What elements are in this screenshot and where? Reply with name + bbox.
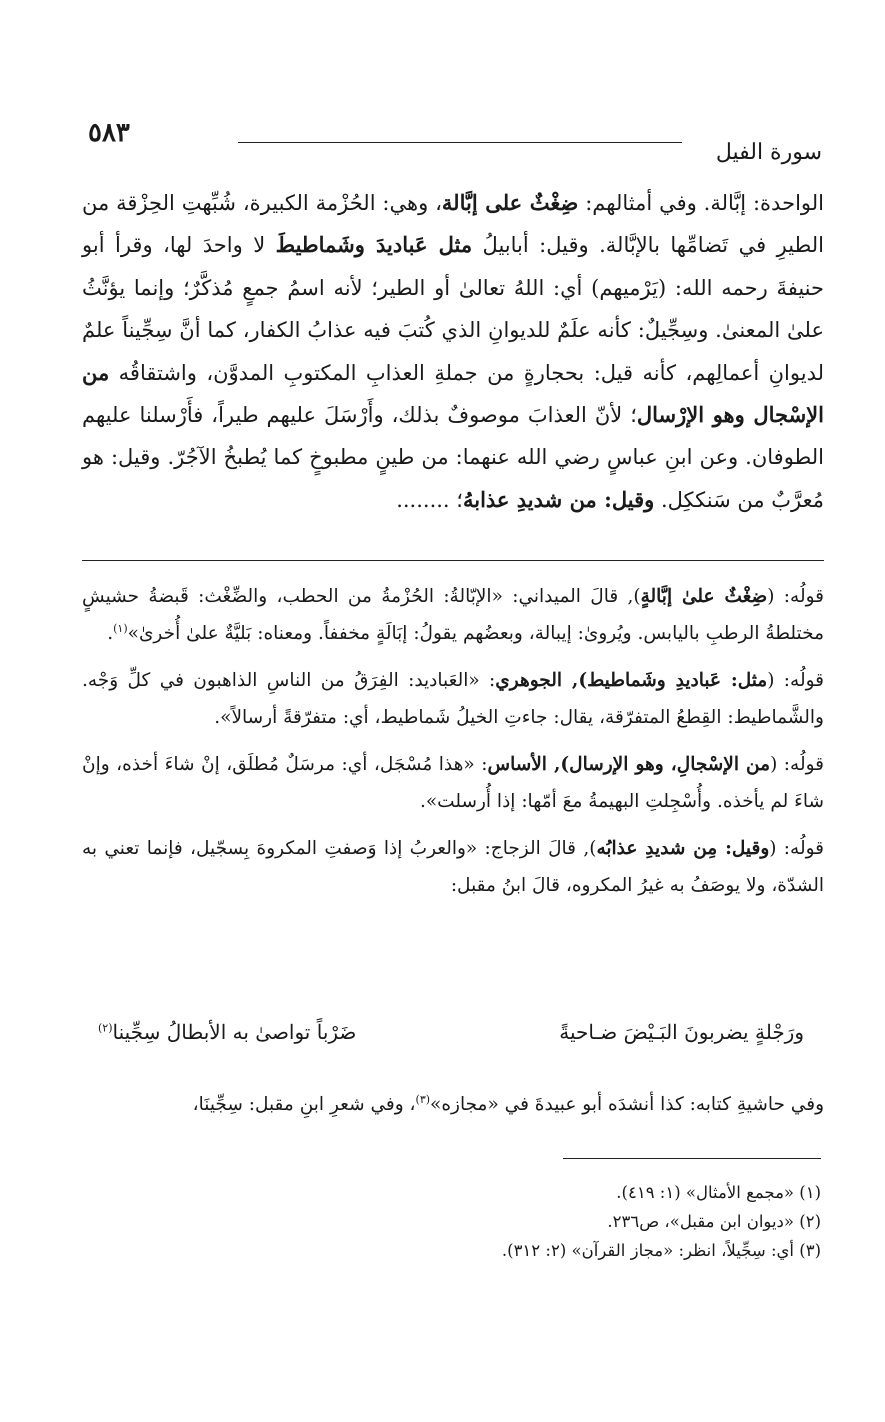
note-body: ), قالَ الميداني: «الإبّالةُ: الحُزْمةُ من الحطب، والضِّغْث: قَبضةُ حشيشٍ مختلطةُ الرطبِ باليابس. ويُروىٰ: إيبالة، وبعضُهم يقولُ: إبَالَةٍ مخففاً. ومعناه: بَليَّةٌ علىٰ أُخرىٰ» (82, 586, 824, 644)
note-quoted-phrase: ضِغْثٌ علىٰ إبَّالةٍ (640, 586, 768, 607)
footnote-ref[interactable]: (٣) (415, 1092, 431, 1106)
main-text-bold: مثل عَباديدَ وشَماطيطَ (275, 232, 473, 258)
note-lead: قولُه: ( (769, 838, 825, 859)
note-body: : «هذا مُسْجَل، أي: مرسَلٌ مُطلَق، إنْ شاءَ أخذه، وإنْ شاءَ لم يأخذه. وأُسْجِلتِ البهيمةُ معَ أمّها: إذا أُرسلت». (82, 754, 824, 812)
main-text-bold: وقيل: من شديدِ عذابهُ (462, 486, 655, 512)
commentary-note (82, 746, 824, 820)
footnotes-rule (563, 1158, 821, 1159)
poetry-verse (98, 1020, 804, 1064)
main-text-bold: ضِغْثٌ على إبَّالة (441, 190, 579, 215)
footnote: (٣) أي: سِجِّيلاً، انظر: «مجاز القرآن» (٢: ٣١٢). (501, 1241, 821, 1260)
main-text-segment: ؛ لأنّ العذابَ موصوفٌ بذلك، وأَرْسَلَ عليهم طيراً، فأَرْسلنا عليهم الطوفان. وعن ابنِ عباسٍ رضي الله عنهما: من طينٍ مطبوخٍ كما يُطبخُ الآجُرّ. وقيل: هو مُعرَّبٌ من سَنككِل. (82, 403, 824, 512)
main-text-segment: لا واحدَ لها، وقرأ أبو حنيفةَ رحمه الله: (يَرْميهم) أي: اللهُ تعالىٰ أو الطير؛ لأنه اسمُ جمعٍ مُذكَّرٌ؛ وإنما يؤنَّثُ علىٰ المعنىٰ. وسِجِّيلٌ: كأنه علَمٌ للديوانِ الذي كُتبَ فيه عذابُ الكفار، كما أنَّ سِجِّيناً علمٌ لديوانِ أعمالِهم، كأنه قيل: بحجارةٍ من جملةِ العذابِ المكتوبِ المدوَّن، واشتقاقُه (82, 233, 824, 385)
footnote-ref[interactable]: (٢) (98, 1021, 113, 1035)
after-verse-segment: ، وفي شعرِ ابنِ مقبل: سِجِّينَا، (192, 1094, 416, 1115)
footnote: (٢) «ديوان ابن مقبل»، ص٢٣٦. (607, 1212, 821, 1231)
note-quoted-phrase: من الإسْجالِ، وهو الإرسال), الأساس (487, 754, 771, 775)
after-verse-segment: وفي حاشيةِ كتابه: كذا أنشدَه أبو عبيدةَ في «مجازه» (430, 1094, 824, 1115)
after-verse-text (82, 1086, 824, 1123)
surah-name: سورة الفيل (715, 140, 822, 165)
verse-second-text: ضَرْباً تواصىٰ به الأبطالُ سِجِّينا (112, 1020, 357, 1044)
verse-first-hemistich: ورَجْلةٍ يضربونَ البَـيْضَ ضـاحيةً (559, 1020, 804, 1044)
note-lead: قولُه: ( (767, 670, 824, 691)
main-text-bold: من الإسْجال وهو الإرْسال (82, 359, 824, 428)
text-commentary-divider (82, 560, 824, 561)
main-text-segment: الواحدة: إبَّالة. وفي أمثالهم: (578, 191, 824, 215)
note-quoted-phrase: مثل: عَباديدِ وشَماطيط), الجوهري (495, 670, 768, 691)
note-end: . (107, 623, 114, 644)
note-body: ), قالَ الزجاج: «والعربُ إذا وَصفتِ المكروهَ بِسجّيل، فإنما تعني به الشدّة، ولا يوصَفُ به غيرُ المكروه، قالَ ابنُ مقبل: (82, 838, 824, 896)
commentary-note (82, 662, 824, 736)
footnote: (١) «مجمع الأمثال» (١: ٤١٩). (616, 1183, 821, 1202)
main-text-segment: ؛ ........ (396, 487, 463, 512)
commentary (82, 578, 824, 904)
page-header (88, 118, 822, 168)
note-lead: قولُه: ( (767, 586, 824, 607)
commentary-note (82, 830, 824, 904)
header-rule (238, 142, 682, 143)
note-lead: قولُه: ( (770, 754, 824, 775)
page-number: ٥٨٣ (88, 118, 130, 148)
commentary-note (82, 578, 824, 652)
main-text (82, 182, 824, 521)
verse-second-hemistich (98, 1020, 356, 1044)
note-quoted-phrase: وقيل: مِن شديدِ عذابُه (596, 838, 770, 859)
main-text-segment: ، وهي: الحُزْمة الكبيرة، شُبِّهتِ الحِزْقة من الطيرِ في تَضامِّها بالإبَّالة. وقيل: أبابيلُ (82, 191, 824, 258)
note-body: : «العَباديد: الفِرَقُ من الناسِ الذاهبون في كلِّ وَجْه. والشَّماطيط: القِطعُ المتفرّقة، يقال: جاءتِ الخيلُ شَماطيط، أي: متفرّقةً أرسالاً». (82, 670, 824, 728)
footnotes (321, 1178, 821, 1265)
footnote-ref[interactable]: (١) (113, 621, 128, 635)
